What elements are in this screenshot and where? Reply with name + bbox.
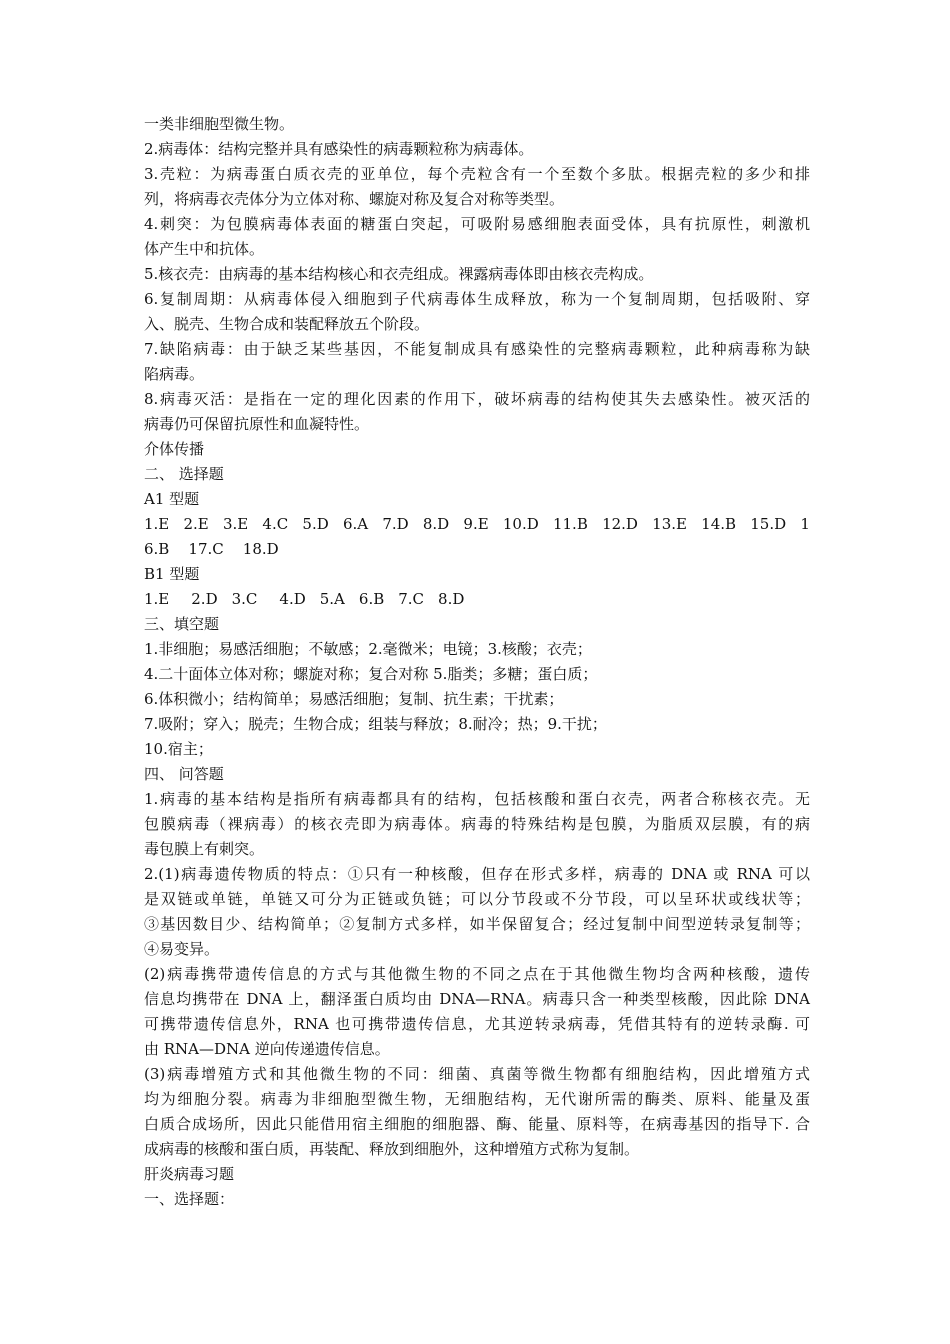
a1-answer: 10.D (502, 515, 539, 533)
b1-answer: 8.D (438, 590, 465, 608)
text-line: 体产生中和抗体。 (144, 240, 265, 258)
b1-title: B1 型题 (144, 565, 200, 583)
b1-answer: 5.A (319, 590, 345, 608)
text-line: 3.壳粒：为病毒蛋白质衣壳的亚单位，每个壳粒含有一个至数个多肽。根据壳粒的多少和排 (144, 165, 810, 183)
a1-answer: 12.D (602, 515, 638, 533)
text-line: 陷病毒。 (144, 365, 205, 383)
b1-answer: 2.D (191, 590, 218, 608)
a1-answer: 2.E (183, 515, 209, 533)
text-line: 介体传播 (144, 440, 205, 458)
text-line: (2)病毒携带遗传信息的方式与其他微生物的不同之点在于其他微生物均含两种核酸，遗传 (144, 965, 810, 983)
text-line: 6.复制周期：从病毒体侵入细胞到子代病毒体生成释放，称为一个复制周期，包括吸附、穿 (144, 290, 810, 308)
text-line: 肝炎病毒习题 (144, 1165, 235, 1183)
document-page (144, 112, 810, 1212)
text-line: 7.缺陷病毒：由于缺乏某些基因，不能复制成具有感染性的完整病毒颗粒，此种病毒称为缺 (144, 340, 810, 358)
text-line: 可携带遗传信息外，RNA 也可携带遗传信息，尤其逆转录病毒，凭借其特有的逆转录酶. 可 (144, 1015, 810, 1033)
text-line: 7.吸附；穿入；脱壳；生物合成；组装与释放；8.耐冷；热；9.干扰； (144, 715, 607, 733)
text-line: 信息均携带在 DNA 上，翻泽蛋白质均由 DNA—RNA。病毒只含一种类型核酸，因此除 DNA (144, 990, 810, 1008)
text-line: 1.病毒的基本结构是指所有病毒都具有的结构，包括核酸和蛋白衣壳，两者合称核衣壳。无 (144, 790, 810, 808)
text-line: 2.病毒体：结构完整并具有感染性的病毒颗粒称为病毒体。 (144, 140, 534, 158)
a1-answer: 6.A (342, 515, 369, 533)
b1-answer: 7.C (398, 590, 425, 608)
text-line: 二、 选择题 (144, 465, 224, 483)
a1-answer: 8.D (422, 515, 450, 533)
a1-answer: 1.E (144, 515, 170, 533)
text-line: 列，将病毒衣壳体分为立体对称、螺旋对称及复合对称等类型。 (144, 190, 565, 208)
a1-answer: 1 (800, 515, 810, 533)
text-line: 四、 问答题 (144, 765, 224, 783)
a1-answer-row (144, 512, 810, 537)
text-line: 一类非细胞型微生物。 (144, 115, 295, 133)
text-line: 4.二十面体立体对称；螺旋对称；复合对称 5.脂类；多糖；蛋白质； (144, 665, 598, 683)
a1-answer-wrap: 6.B 17.C 18.D (144, 540, 279, 558)
text-line: 由 RNA—DNA 逆向传递遗传信息。 (144, 1040, 390, 1058)
text-line: 1.非细胞；易感活细胞；不敏感；2.毫微米；电镜；3.核酸；衣壳； (144, 640, 592, 658)
text-line: 三、填空题 (144, 615, 220, 633)
text-line: 毒包膜上有刺突。 (144, 840, 265, 858)
b1-answer: 6.B (358, 590, 385, 608)
b1-answer: 1.E (144, 590, 170, 608)
text-line: 入、脱壳、生物合成和装配释放五个阶段。 (144, 315, 430, 333)
text-line: 10.宿主； (144, 740, 213, 758)
a1-answer: 4.C (262, 515, 289, 533)
text-line: 一、选择题： (144, 1190, 235, 1208)
text-line: 是双链或单链，单链又可分为正链或负链；可以分节段或不分节段，可以呈环状或线状等； (144, 890, 810, 908)
text-line: 4.刺突：为包膜病毒体表面的糖蛋白突起，可吸附易感细胞表面受体，具有抗原性，刺激机 (144, 215, 810, 233)
b1-answer: 3.C (231, 590, 258, 608)
text-line: 白质合成场所，因此只能借用宿主细胞的细胞器、酶、能量、原料等，在病毒基因的指导下. 合 (144, 1115, 810, 1133)
text-line: 2.(1)病毒遗传物质的特点：①只有一种核酸，但存在形式多样，病毒的 DNA 或 RNA 可以 (144, 865, 810, 883)
text-line: 8.病毒灭活：是指在一定的理化因素的作用下，破坏病毒的结构使其失去感染性。被灭活的 (144, 390, 810, 408)
text-line: A1 型题 (144, 490, 200, 508)
text-line: 均为细胞分裂。病毒为非细胞型微生物，无细胞结构，无代谢所需的酶类、原料、能量及蛋 (144, 1090, 810, 1108)
a1-answer: 11.B (552, 515, 588, 533)
a1-answer: 5.D (302, 515, 329, 533)
a1-answer: 13.E (652, 515, 687, 533)
text-line: 包膜病毒（裸病毒）的核衣壳即为病毒体。病毒的特殊结构是包膜，为脂质双层膜，有的病 (144, 815, 810, 833)
text-line: 病毒仍可保留抗原性和血凝特性。 (144, 415, 370, 433)
b1-answer: 4.D (279, 590, 306, 608)
text-line: ③基因数目少、结构简单；②复制方式多样，如半保留复合；经过复制中间型逆转录复制等； (144, 915, 810, 933)
text-block-answers (144, 612, 810, 1212)
text-line: 成病毒的核酸和蛋白质，再装配、释放到细胞外，这种增殖方式称为复制。 (144, 1140, 640, 1158)
a1-answer: 15.D (750, 515, 787, 533)
text-line: ④易变异。 (144, 940, 220, 958)
b1-answer-row (144, 587, 810, 612)
text-line: 5.核衣壳：由病毒的基本结构核心和衣壳组成。裸露病毒体即由核衣壳构成。 (144, 265, 654, 283)
text-line: 6.体积微小；结构简单；易感活细胞；复制、抗生素；干扰素； (144, 690, 564, 708)
a1-answer: 14.B (701, 515, 737, 533)
a1-answer: 3.E (222, 515, 249, 533)
text-block-definitions (144, 112, 810, 512)
a1-answer: 7.D (382, 515, 409, 533)
text-line: (3)病毒增殖方式和其他微生物的不同：细菌、真菌等微生物都有细胞结构，因此增殖方式 (144, 1065, 810, 1083)
a1-answer: 9.E (463, 515, 489, 533)
